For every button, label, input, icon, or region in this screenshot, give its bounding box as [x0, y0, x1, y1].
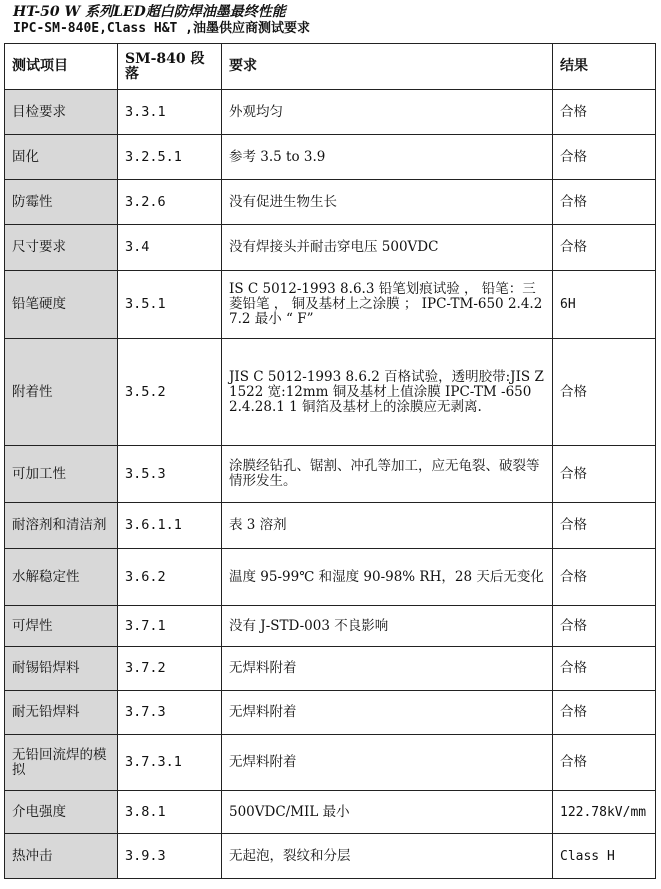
table-header-row — [5, 44, 656, 90]
row-section: 3.3.1 — [118, 90, 222, 135]
row-requirement: 无焊料附着 — [222, 735, 553, 791]
row-result: 合格 — [553, 90, 656, 135]
row-requirement: 外观均匀 — [222, 90, 553, 135]
row-section: 3.6.1.1 — [118, 503, 222, 549]
row-item: 固化 — [5, 135, 118, 180]
row-result: Class H — [553, 834, 656, 879]
row-requirement: 无焊料附着 — [222, 647, 553, 691]
row-item: 耐锡铅焊料 — [5, 647, 118, 691]
row-requirement: 没有焊接头并耐击穿电压 500VDC — [222, 225, 553, 271]
table-row — [5, 549, 656, 606]
row-result: 合格 — [553, 135, 656, 180]
row-result: 合格 — [553, 691, 656, 735]
row-section: 3.8.1 — [118, 791, 222, 834]
row-section: 3.7.3.1 — [118, 735, 222, 791]
row-section: 3.7.3 — [118, 691, 222, 735]
document-subtitle: IPC-SM-840E,Class H&T ,油墨供应商测试要求 — [13, 21, 311, 36]
row-section: 3.5.2 — [118, 339, 222, 446]
row-requirement: JIS C 5012-1993 8.6.2 百格试验，透明胶带:JIS Z 1522 宽:12mm 铜及基材上值涂膜 IPC-TM -650 2.4.28.1 1 铜箔及基材上的涂膜应无剥离. — [222, 339, 553, 446]
row-section: 3.9.3 — [118, 834, 222, 879]
row-requirement: 没有 J-STD-003 不良影响 — [222, 606, 553, 647]
row-requirement: 无焊料附着 — [222, 691, 553, 735]
row-section: 3.5.3 — [118, 446, 222, 503]
row-result: 122.78kV/mm — [553, 791, 656, 834]
row-result: 合格 — [553, 735, 656, 791]
row-requirement: 温度 95-99℃ 和湿度 90-98% RH，28 天后无变化 — [222, 549, 553, 606]
row-requirement: 500VDC/MIL 最小 — [222, 791, 553, 834]
row-requirement: 参考 3.5 to 3.9 — [222, 135, 553, 180]
row-item: 无铅回流焊的模拟 — [5, 735, 118, 791]
row-section: 3.7.1 — [118, 606, 222, 647]
row-section: 3.5.1 — [118, 271, 222, 339]
table-row — [5, 735, 656, 791]
row-result: 合格 — [553, 180, 656, 225]
row-result: 合格 — [553, 606, 656, 647]
table-row — [5, 271, 656, 339]
row-item: 耐溶剂和清洁剂 — [5, 503, 118, 549]
row-item: 防霉性 — [5, 180, 118, 225]
row-requirement: 表 3 溶剂 — [222, 503, 553, 549]
header-section: SM-840 段落 — [118, 44, 222, 90]
document-title: HT-50 W 系列LED超白防焊油墨最终性能 — [13, 4, 286, 20]
row-requirement: IS C 5012-1993 8.6.3 铅笔划痕试验 ， 铅笔：三菱铅笔 ， 铜及基材上之涂膜 ； IPC-TM-650 2.4.27.2 最小 “ F” — [222, 271, 553, 339]
table-row — [5, 90, 656, 135]
header-result: 结果 — [553, 44, 656, 90]
table-row — [5, 691, 656, 735]
header-requirement: 要求 — [222, 44, 553, 90]
row-item: 目检要求 — [5, 90, 118, 135]
table-row — [5, 503, 656, 549]
row-requirement: 涂膜经钻孔、锯割、冲孔等加工，应无龟裂、破裂等情形发生。 — [222, 446, 553, 503]
table-row — [5, 791, 656, 834]
row-section: 3.4 — [118, 225, 222, 271]
row-item: 介电强度 — [5, 791, 118, 834]
row-item: 可焊性 — [5, 606, 118, 647]
row-item: 可加工性 — [5, 446, 118, 503]
row-result: 6H — [553, 271, 656, 339]
header-item: 测试项目 — [5, 44, 118, 90]
spec-table — [4, 43, 656, 879]
document-title-block — [13, 4, 310, 37]
row-section: 3.6.2 — [118, 549, 222, 606]
table-row — [5, 834, 656, 879]
row-result: 合格 — [553, 446, 656, 503]
row-item: 热冲击 — [5, 834, 118, 879]
row-result: 合格 — [553, 503, 656, 549]
table-row — [5, 446, 656, 503]
row-item: 铅笔硬度 — [5, 271, 118, 339]
row-result: 合格 — [553, 339, 656, 446]
row-item: 附着性 — [5, 339, 118, 446]
table-row — [5, 606, 656, 647]
row-result: 合格 — [553, 225, 656, 271]
row-result: 合格 — [553, 549, 656, 606]
table-row — [5, 647, 656, 691]
row-section: 3.2.5.1 — [118, 135, 222, 180]
row-result: 合格 — [553, 647, 656, 691]
row-item: 水解稳定性 — [5, 549, 118, 606]
table-row — [5, 180, 656, 225]
table-row — [5, 339, 656, 446]
row-section: 3.7.2 — [118, 647, 222, 691]
row-item: 耐无铅焊料 — [5, 691, 118, 735]
table-row — [5, 225, 656, 271]
row-item: 尺寸要求 — [5, 225, 118, 271]
row-requirement: 没有促进生物生长 — [222, 180, 553, 225]
row-requirement: 无起泡，裂纹和分层 — [222, 834, 553, 879]
row-section: 3.2.6 — [118, 180, 222, 225]
table-row — [5, 135, 656, 180]
